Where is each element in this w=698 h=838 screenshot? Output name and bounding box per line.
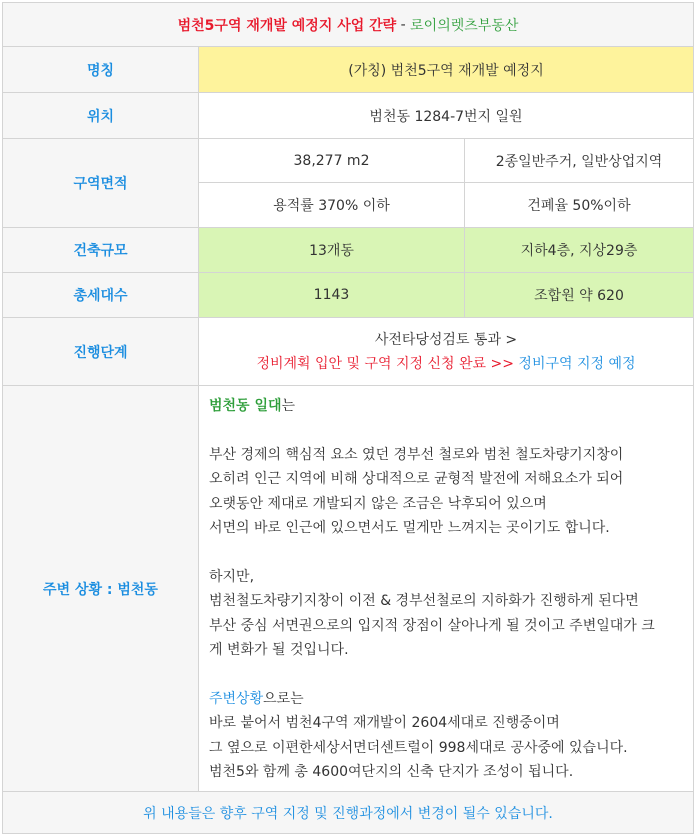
- desc-line: 바로 붙어서 범천4구역 재개발이 2604세대로 진행중이며: [209, 715, 560, 732]
- table-title: [3, 3, 693, 47]
- value-location: 범천동 1284-7번지 일원: [369, 108, 523, 125]
- title-sub: 로이의렛츠부동산: [410, 17, 519, 34]
- label-scale: 건축규모: [3, 228, 199, 272]
- desc-subheading: [209, 687, 687, 711]
- value-bcr: 건폐율 50%이하: [527, 198, 631, 214]
- stage-line2-red: 정비계획 입안 및 구역 지정 신청 완료 >>: [256, 355, 514, 372]
- desc-line: 범천철도차량기지창이 이전 & 경부선철로의 지하화가 진행하게 된다면: [209, 593, 639, 610]
- value-buildings: 13개동: [199, 228, 465, 272]
- value-floors: 지하4층, 지상29층: [465, 228, 693, 272]
- label-surroundings: 주변 상황 : 범천동: [3, 386, 199, 791]
- stage-line1: 사전타당성검토 통과 >: [374, 331, 518, 348]
- label-households: 총세대수: [3, 273, 199, 317]
- row-households: [3, 273, 693, 318]
- row-scale: [3, 228, 693, 273]
- row-name: [3, 47, 693, 93]
- desc-line: 그 옆으로 이편한세상서면더센트럴이 998세대로 공사중에 있습니다.: [209, 739, 628, 756]
- value-households: 1143: [199, 273, 465, 317]
- desc-subheading-blue: 주변상황: [209, 690, 264, 707]
- desc-heading-green: 범천동 일대: [209, 398, 282, 414]
- desc-subheading-rest: 으로는: [263, 690, 304, 707]
- info-table: [2, 2, 694, 834]
- title-separator: -: [396, 16, 411, 33]
- label-area: 구역면적: [3, 139, 199, 227]
- row-location: [3, 93, 693, 139]
- stage-line2: [256, 352, 635, 376]
- row-stage: [3, 318, 693, 386]
- value-stage: [199, 318, 693, 385]
- label-name: 명칭: [3, 47, 199, 92]
- label-location: 위치: [3, 93, 199, 138]
- desc-line: 오히려 인근 지역에 비해 상대적으로 균형적 발전에 저해요소가 되어: [209, 471, 624, 488]
- title-main: 범천5구역 재개발 예정지 사업 간략: [177, 17, 397, 34]
- value-area: 38,277 m2: [199, 139, 465, 183]
- desc-heading-rest: 는: [281, 398, 296, 414]
- surroundings-description: [209, 394, 687, 784]
- desc-line: 부산 중심 서면권으로의 입지적 장점이 살아나게 될 것이고 주변일대가 크: [209, 617, 655, 634]
- value-zoning: 2종일반주거, 일반상업지역: [465, 139, 693, 183]
- row-surroundings: [3, 386, 693, 792]
- desc-line: 오랫동안 제대로 개발되지 않은 조금은 낙후되어 있으며: [209, 495, 547, 512]
- footer-note: 위 내용들은 향후 구역 지정 및 진행과정에서 변경이 될수 있습니다.: [3, 792, 693, 833]
- value-name: (가칭) 범천5구역 재개발 예정지: [199, 47, 693, 92]
- label-stage: 진행단계: [3, 318, 199, 385]
- desc-heading: [209, 394, 687, 418]
- desc-line: 게 변화가 될 것입니다.: [209, 642, 349, 659]
- desc-line: 하지만,: [209, 568, 255, 585]
- value-far: 용적률 370% 이하: [199, 183, 465, 227]
- value-members: 조합원 약 620: [465, 273, 693, 317]
- row-area: [3, 139, 693, 228]
- desc-line: 부산 경제의 핵심적 요소 였던 경부선 철로와 범천 철도차량기지창이: [209, 446, 624, 463]
- desc-line: 범천5와 함께 총 4600여단지의 신축 단지가 조성이 됩니다.: [209, 764, 574, 781]
- stage-line2-blue: 정비구역 지정 예정: [513, 355, 636, 372]
- desc-line: 서면의 바로 인근에 있으면서도 멀게만 느껴지는 곳이기도 합니다.: [209, 520, 610, 537]
